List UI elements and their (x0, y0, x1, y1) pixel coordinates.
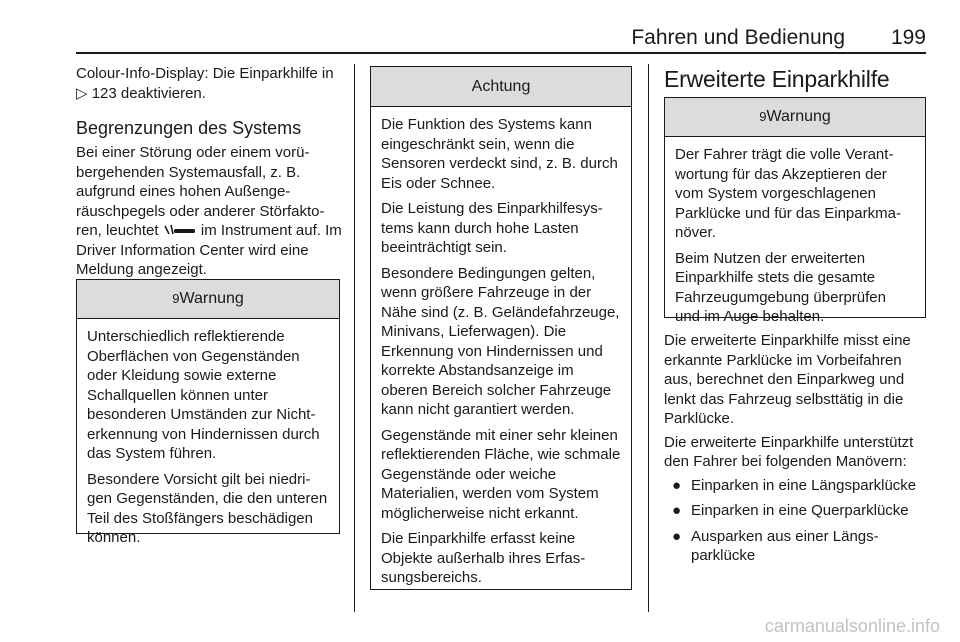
warning-paragraph: Beim Nutzen der erweiterten Einparkhilfe stets die gesamte Fahrzeugumgebung überprüfen und im Auge behalten. (675, 249, 886, 325)
warning-paragraph: Der Fahrer trägt die volle Verantwortung für das Akzeptieren der vom System vorgeschlagenen Parklücke und für das Einparkmanöver. (675, 146, 901, 241)
watermark: carmanualsonline.info (764, 616, 940, 636)
list-item-text: Ausparken aus einer Längsparklücke (691, 527, 879, 564)
warning-box-body (77, 319, 339, 560)
section-text-end: im Instrument auf. Im Driver Information Center wird eine Meldung angezeigt. (76, 222, 342, 278)
column-1 (76, 64, 342, 284)
attention-box-header: Achtung (371, 67, 631, 107)
warning-box-advanced (664, 97, 926, 325)
page-number: 199 (890, 26, 926, 49)
warning-label: Warnung (766, 108, 831, 125)
section-heading: Begrenzungen des Systems (76, 118, 302, 138)
warning-triangle-icon: 9 (172, 291, 180, 306)
section-paragraph (76, 143, 342, 280)
list-item-text: Einparken in eine Längsparklücke (691, 476, 917, 494)
attention-paragraph: Gegenstände mit einer sehr kleinen reflektierenden Fläche, wie schmale Gegenstände oder weiche Materialien, werden vom System möglicherweise nicht erkannt. (381, 426, 621, 522)
attention-paragraph: Die Leistung des Einparkhilfesystems kann durch hohe Lasten beeinträchtigt sein. (381, 200, 603, 256)
bullet-icon: ● (672, 476, 682, 494)
warning-box-limits (76, 279, 340, 546)
attention-box-body (371, 107, 631, 600)
list-item (664, 476, 926, 496)
list-item-text: Einparken in eine Querparklücke (691, 502, 909, 519)
attention-box (370, 66, 632, 590)
bullet-icon: ● (672, 502, 682, 519)
maneuver-list (664, 476, 926, 566)
body-paragraph: Die erweiterte Einparkhilfe unterstützt den Fahrer bei folgenden Manövern: (664, 433, 914, 470)
header-rule (76, 52, 926, 54)
parking-assist-icon (163, 224, 197, 236)
list-item (664, 501, 926, 521)
attention-paragraph: Besondere Bedingungen gelten, wenn größere Fahrzeuge in der Nähe sind (z. B. Geländefahrzeuge, Minivans, Lieferwagen). Die Erkennung von Hindernissen und korrekte Abstandsanzeige im oberen Bereich solcher Fahrzeuge kann nicht garantiert werden. (381, 264, 620, 418)
attention-paragraph: Die Einparkhilfe erfasst keine Objekte außerhalb ihres Erfassungsbereichs. (381, 530, 586, 586)
list-item (664, 527, 926, 566)
bullet-icon: ● (672, 527, 682, 545)
column-divider-2 (648, 64, 649, 612)
page-title: Fahren und Bedienung (631, 26, 845, 49)
attention-paragraph: Die Funktion des Systems kann eingeschränkt sein, wenn die Sensoren verdeckt sind, z. B. durch Eis oder Schnee. (381, 116, 618, 192)
warning-paragraph: Unterschiedlich reflektierende Oberflächen von Gegenständen oder Kleidung sowie externe Schallquellen können unter besonderen Umständen zur Nichterkennung von Hindernissen durch das System führen. (87, 328, 320, 462)
warning-box-header (77, 280, 339, 319)
column-divider-1 (354, 64, 355, 612)
body-paragraph: Die erweiterte Einparkhilfe misst eine erkannte Parklücke im Vorbeifahren aus, berechnet den Einparkweg und lenkt das Fahrzeug selbsttätig in die Parklücke. (664, 332, 911, 427)
warning-paragraph: Besondere Vorsicht gilt bei niedrigen Gegenständen, die den unteren Teil des Stoßfängers beschädigen können. (87, 470, 328, 546)
warning-label: Warnung (179, 290, 244, 307)
warning-triangle-icon: 9 (759, 109, 767, 124)
section-text-start: Bei einer Störung oder einem vorübergehenden Systemausfall, z. B. aufgrund eines hohen Außengeräuschpegels oder anderer Störfaktoren, leuchtet (76, 144, 325, 239)
intro-paragraph: Colour-Info-Display: Die Einparkhilfe in ▷ 123 deaktivieren. (76, 65, 334, 102)
column-3-text (664, 331, 926, 572)
warning-box-header (665, 98, 925, 137)
warning-box-body (665, 137, 925, 339)
chapter-heading: Erweiterte Einparkhilfe (664, 66, 890, 92)
